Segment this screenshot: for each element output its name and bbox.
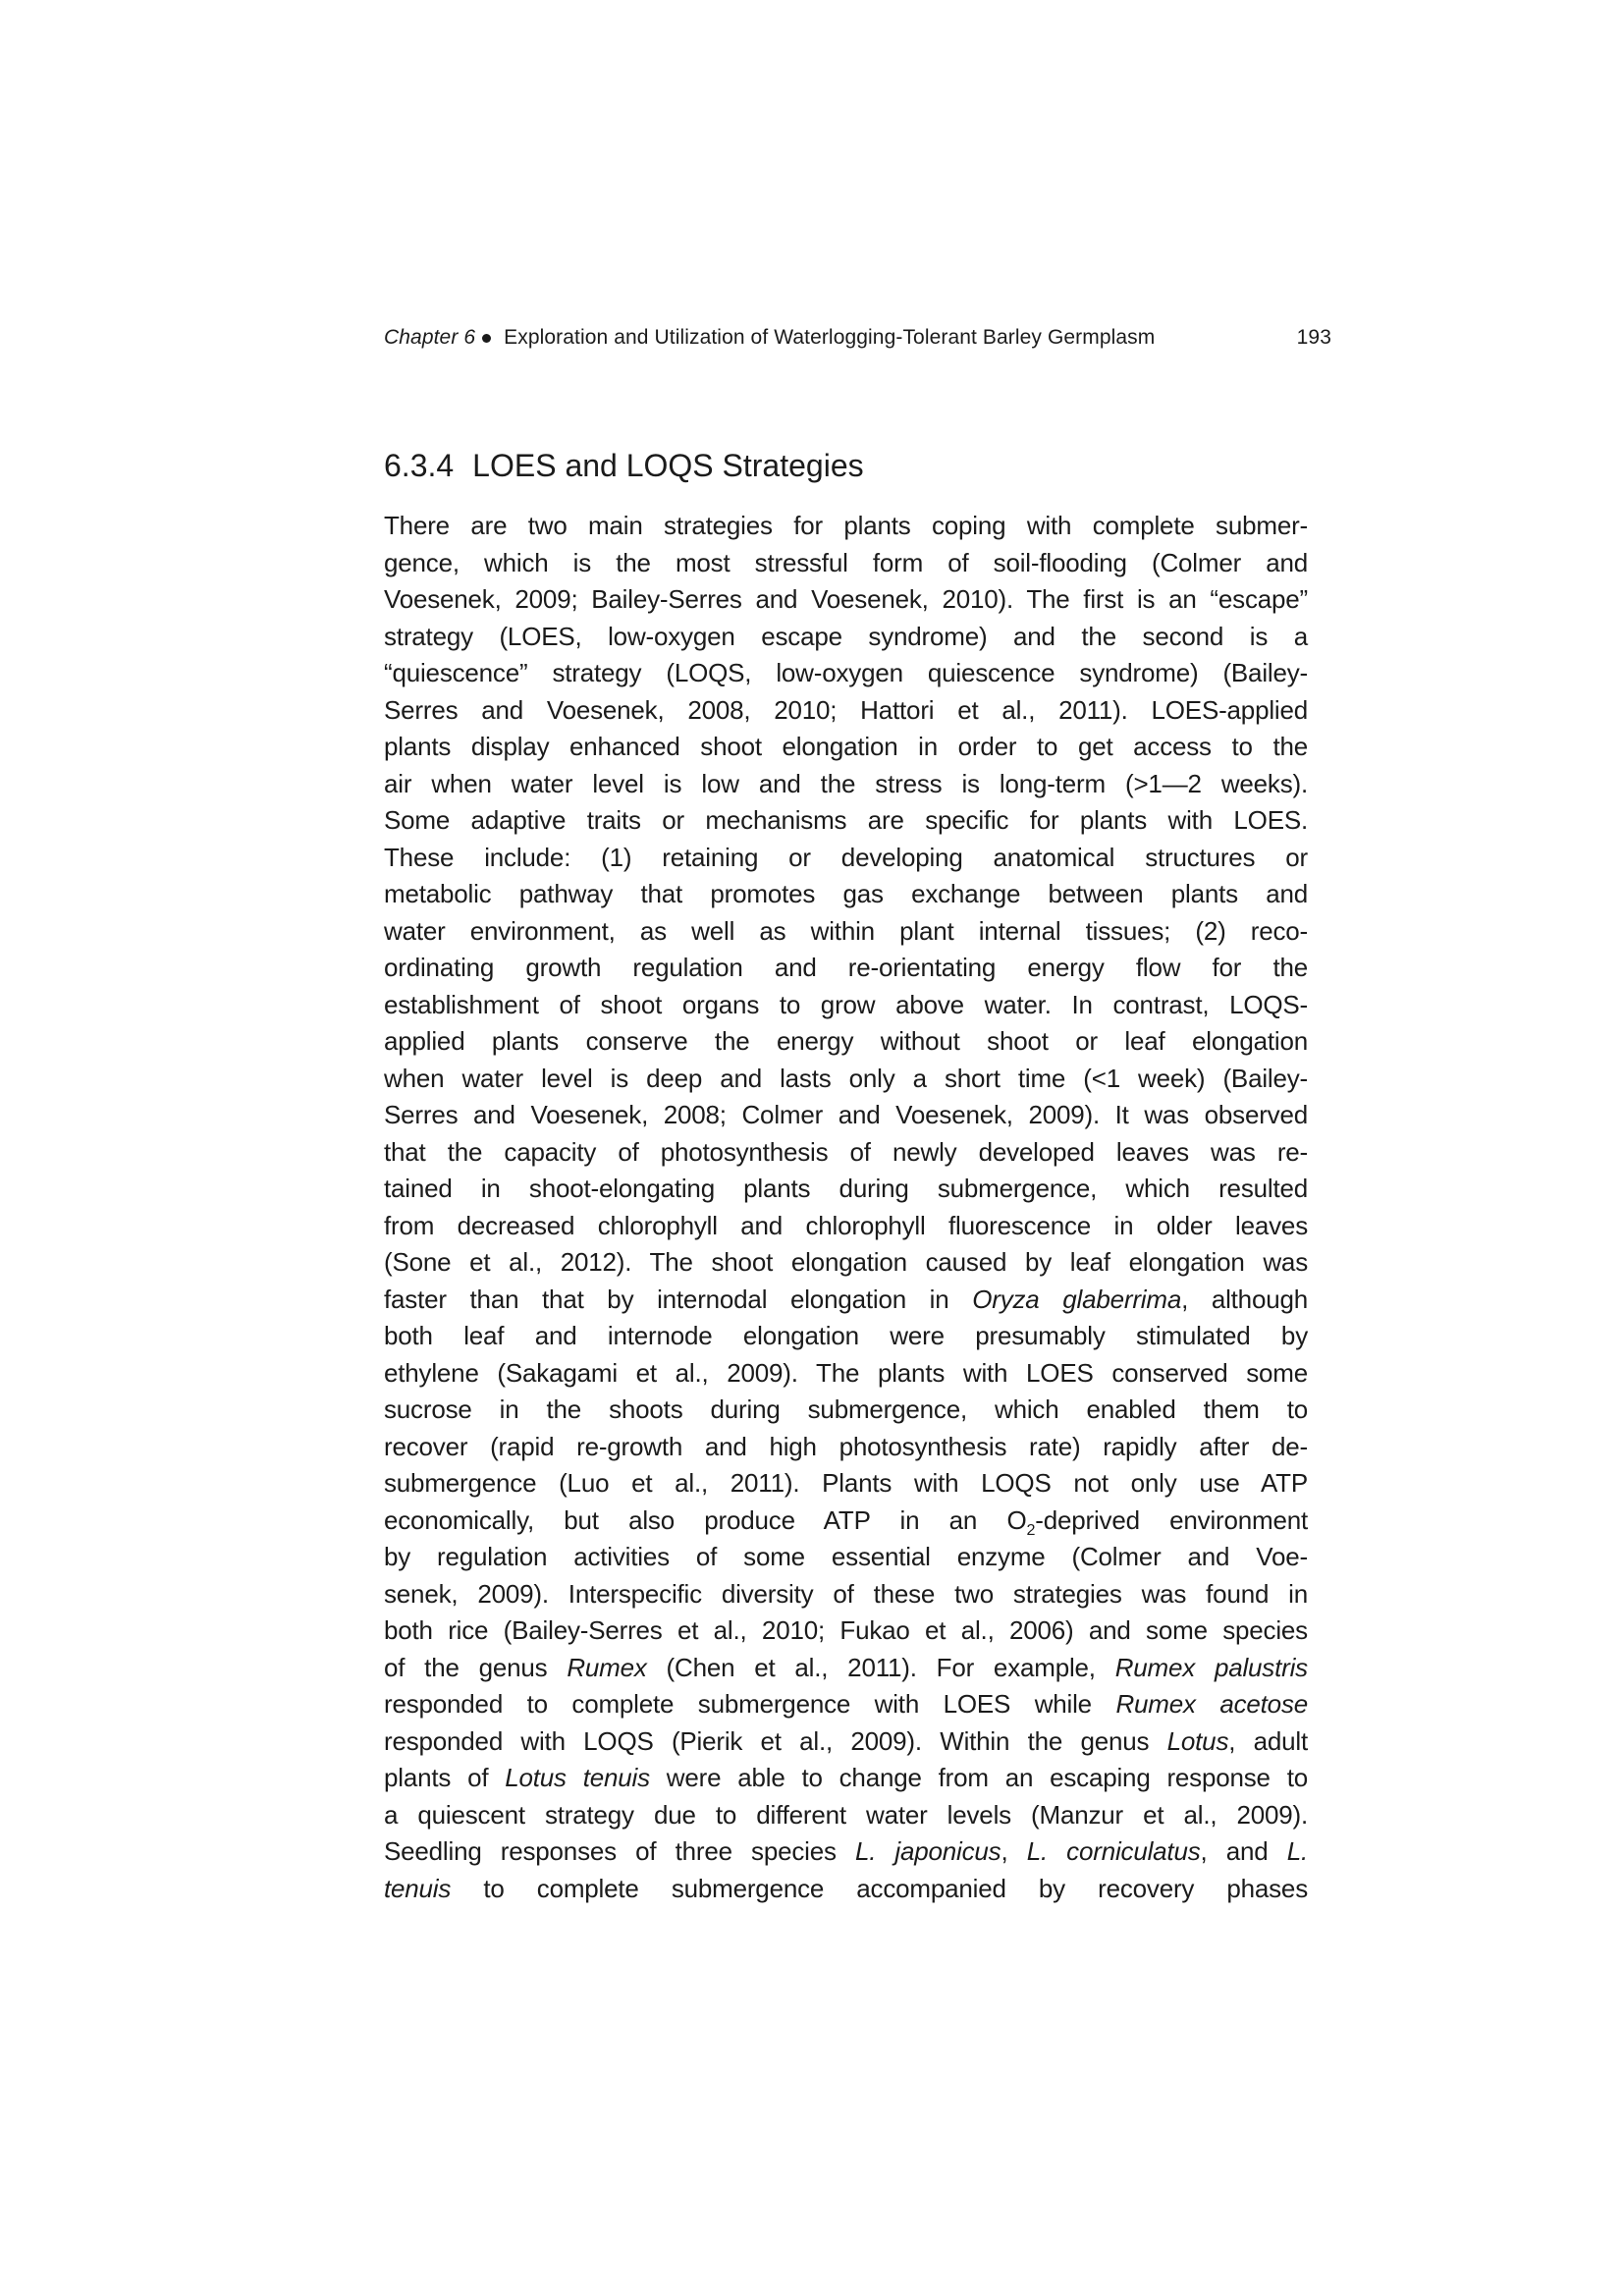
text-line: metabolic pathway that promotes gas exchange between plants and bbox=[384, 879, 1308, 908]
page-number: 193 bbox=[1296, 326, 1331, 349]
text-line: Seedling responses of three species L. japonicus, L. corniculatus, and L. bbox=[384, 1836, 1308, 1866]
text-line: tained in shoot-elongating plants during submergence, which resulted bbox=[384, 1174, 1308, 1203]
text-line: economically, but also produce ATP in an $O_2$-deprived environment bbox=[384, 1504, 1309, 1539]
text-line: Voesenek, 2009; Bailey-Serres and Voesenek, 2010). The first is an “escape” bbox=[384, 584, 1308, 614]
body-text bbox=[384, 508, 1308, 1907]
text-line: from decreased chlorophyll and chlorophyll fluorescence in older leaves bbox=[384, 1210, 1308, 1240]
text-line: plants display enhanced shoot elongation in order to get access to the bbox=[384, 732, 1308, 761]
text-line: submergence (Luo et al., 2011). Plants with LOQS not only use ATP bbox=[384, 1468, 1308, 1498]
running-header bbox=[384, 325, 1331, 351]
text-line: strategy (LOES, low-oxygen escape syndrome) and the second is a bbox=[384, 621, 1308, 651]
text-line: a quiescent strategy due to different water levels (Manzur et al., 2009). bbox=[384, 1799, 1308, 1830]
text-line: of the genus Rumex (Chen et al., 2011). For example, Rumex palustris bbox=[384, 1652, 1308, 1682]
text-line: “quiescence” strategy (LOQS, low-oxygen quiescence syndrome) (Bailey- bbox=[384, 658, 1308, 687]
text-line: that the capacity of photosynthesis of newly developed leaves was re- bbox=[384, 1136, 1308, 1167]
text-line: applied plants conserve the energy without shoot or leaf elongation bbox=[384, 1026, 1308, 1056]
text-line: There are two main strategies for plants coping with complete submer- bbox=[384, 511, 1308, 540]
text-line: responded with LOQS (Pierik et al., 2009). Within the genus Lotus, adult bbox=[384, 1725, 1308, 1756]
text-line: Serres and Voesenek, 2008; Colmer and Voesenek, 2009). It was observed bbox=[384, 1100, 1308, 1129]
text-line: both leaf and internode elongation were presumably stimulated by bbox=[384, 1321, 1308, 1350]
text-line: both rice (Bailey-Serres et al., 2010; Fukao et al., 2006) and some species bbox=[384, 1615, 1308, 1645]
header-title: Exploration and Utilization of Waterlogging-Tolerant Barley Germplasm bbox=[504, 326, 1156, 349]
text-line: faster than that by internodal elongation in Oryza glaberrima, although bbox=[384, 1284, 1308, 1314]
text-line: establishment of shoot organs to grow above water. In contrast, LOQS- bbox=[384, 989, 1308, 1019]
text-line: responded to complete submergence with LOES while Rumex acetose bbox=[384, 1689, 1309, 1719]
text-line: ethylene (Sakagami et al., 2009). The plants with LOES conserved some bbox=[384, 1357, 1308, 1388]
text-line: by regulation activities of some essential enzyme (Colmer and Voe- bbox=[384, 1542, 1308, 1571]
section-title: LOES and LOQS Strategies bbox=[472, 448, 864, 483]
section-number: 6.3.4 bbox=[384, 448, 455, 483]
text-line: when water level is deep and lasts only a short time (<1 week) (Bailey- bbox=[384, 1063, 1308, 1093]
text-line: These include: (1) retaining or developing anatomical structures or bbox=[384, 842, 1308, 872]
text-line: gence, which is the most stressful form of soil-flooding (Colmer and bbox=[384, 547, 1308, 577]
text-line: sucrose in the shoots during submergence, which enabled them to bbox=[384, 1394, 1308, 1424]
section-heading bbox=[384, 449, 864, 482]
text-line: Some adaptive traits or mechanisms are specific for plants with LOES. bbox=[384, 805, 1308, 835]
text-line: Serres and Voesenek, 2008, 2010; Hattori et al., 2011). LOES-applied bbox=[384, 694, 1308, 725]
text-line: tenuis to complete submergence accompanied by recovery phases bbox=[384, 1873, 1308, 1903]
text-line: senek, 2009). Interspecific diversity of these two strategies was found in bbox=[384, 1578, 1308, 1609]
text-line: (Sone et al., 2012). The shoot elongation caused by leaf elongation was bbox=[384, 1247, 1308, 1277]
chapter-label: Chapter 6 bbox=[384, 326, 476, 349]
text-line: plants of Lotus tenuis were able to change from an escaping response to bbox=[384, 1763, 1308, 1792]
text-line: recover (rapid re-growth and high photosynthesis rate) rapidly after de- bbox=[384, 1431, 1308, 1461]
bullet-separator-icon bbox=[482, 334, 491, 343]
text-line: water environment, as well as within plant internal tissues; (2) reco- bbox=[384, 915, 1308, 946]
text-line: air when water level is low and the stress is long-term (>1—2 weeks). bbox=[384, 768, 1308, 798]
text-line: ordinating growth regulation and re-orientating energy flow for the bbox=[384, 953, 1308, 982]
